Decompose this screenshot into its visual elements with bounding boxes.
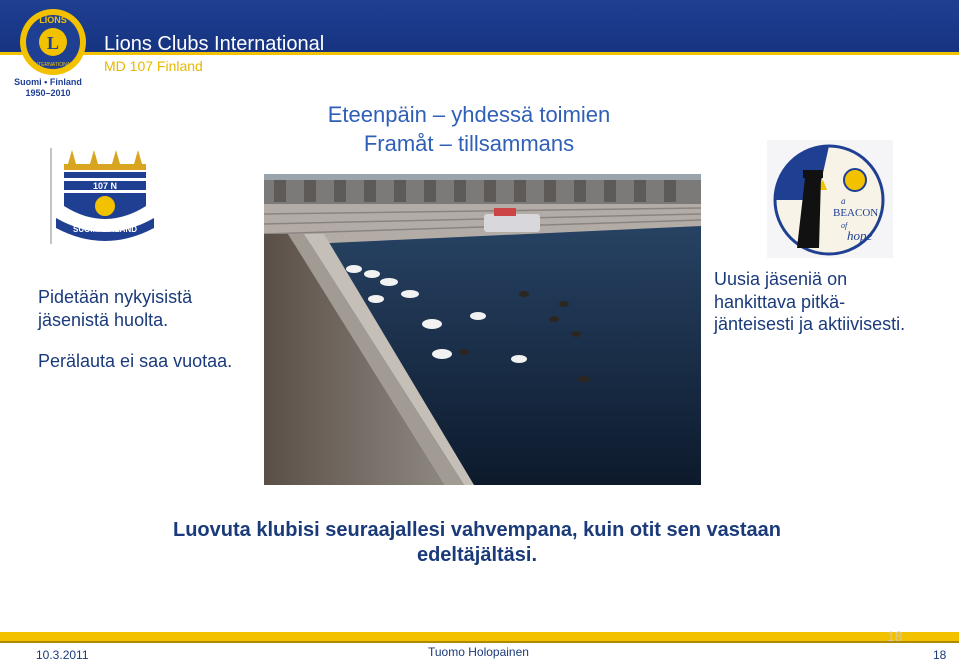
footer-dark-line: [0, 641, 959, 643]
footer-page-number: 18: [933, 648, 947, 662]
logo-top-text: LIONS: [39, 15, 67, 25]
emblem-ribbon-text: SUOMI-FINLAND: [73, 225, 137, 234]
slide-title: [229, 100, 709, 158]
logo-sub-line2: 1950–2010: [25, 88, 71, 98]
left-paragraph-2: Perälauta ei saa vuotaa.: [38, 351, 233, 371]
page-number-ghost: 18: [887, 628, 903, 644]
photo-graphic: [264, 174, 701, 485]
lions-logo-graphic: [10, 6, 96, 98]
beacon-word-a: a: [841, 196, 846, 206]
footer-gold-line: [0, 632, 959, 641]
swans-harbor-photo-icon: [264, 174, 701, 485]
district-107n-emblem-icon: [50, 146, 158, 246]
logo-center-letter: L: [46, 33, 60, 53]
lions-international-logo-icon: [10, 6, 96, 98]
beacon-of-hope-logo-icon: [767, 140, 893, 258]
right-text-block: Uusia jäseniä on hankittava pitkä-jänteisesti ja aktiivisesti.: [714, 269, 906, 334]
beacon-word-beacon: BEACON: [833, 207, 879, 219]
footer-date: 10.3.2011: [36, 648, 89, 662]
left-paragraph-1: Pidetään nykyisistä jäsenistä huolta.: [38, 287, 193, 330]
left-text-block: [38, 286, 258, 391]
emblem-label: 107 N: [92, 181, 118, 191]
bottom-quote: Luovuta klubisi seuraajallesi vahvempana, kuin otit sen vastaan edeltäjältäsi.: [173, 519, 781, 566]
title-line-1: Eteenpäin – yhdessä toimien: [327, 102, 611, 127]
beacon-word-of: of: [841, 221, 848, 230]
beacon-graphic: [767, 140, 893, 258]
title-line-2: Framåt – tillsammans: [363, 131, 575, 156]
footer-author: Tuomo Holopainen: [428, 645, 529, 659]
emblem-graphic: [50, 146, 158, 246]
logo-sub-line1: Suomi • Finland: [14, 77, 82, 87]
org-title: Lions Clubs International: [104, 33, 325, 55]
beacon-word-hope: hope: [847, 228, 873, 243]
logo-bottom-text: INTERNATIONAL: [33, 62, 73, 68]
district-label: MD 107 Finland: [104, 58, 203, 74]
